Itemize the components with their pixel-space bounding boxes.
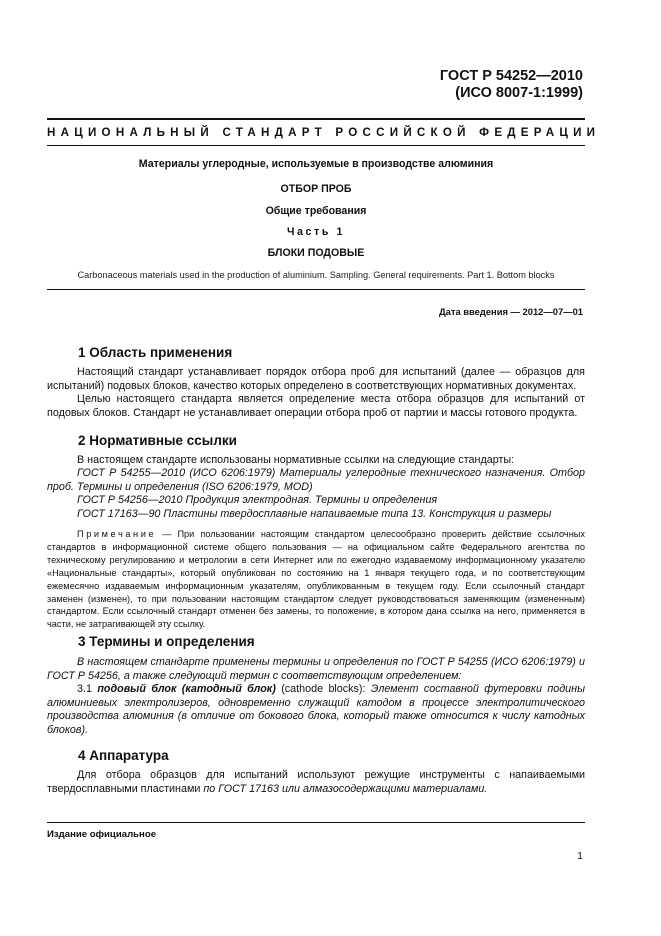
iso-number: (ИСО 8007-1:1999)	[455, 85, 583, 101]
gost-number: ГОСТ Р 54252—2010	[439, 68, 583, 84]
reference-2-text: ГОСТ Р 54256—2010 Продукция электродная. Термины и определения	[77, 494, 438, 506]
title-rule	[47, 289, 585, 290]
section-2-intro	[47, 454, 585, 468]
section-2-note	[47, 528, 585, 631]
reference-1-text: ГОСТ Р 54255—2010 (ИСО 6206:1979) Материалы углеродные технического назначения. Отбор проб. Термины и определения (ISO 6206:1979, MOD)	[47, 467, 585, 493]
title-part: Часть 1	[287, 226, 345, 238]
section-4-reference: по ГОСТ 17163 или алмазосодержащими материалами.	[203, 782, 488, 795]
section-3-heading: 3 Термины и определения	[78, 634, 255, 649]
title-sampling: ОТБОР ПРОБ	[280, 183, 352, 195]
note-text: — При пользовании настоящим стандартом целесообразно проверить действие ссылочных стандартов в информационной системе общего пользования — на официальном сайте Федерального агентства по техническому регулированию и метрологии в сети Интернет или по ежегодно издаваемому информационному указателю «Национальные стандарты», который опубликован по состоянию на 1 января текущего года, и по соответствующим ежемесячно издаваемым информационным указателям, опубликованным в текущем году. Если ссылочный стандарт заменен (изменен), то при пользовании настоящим стандартом следует руководствоваться заменяющим (измененным) стандартом. Если ссылочный стандарт отменен без замены, то положение, в котором дана ссылка на него, применяется в части, не затрагивающей эту ссылку.	[47, 529, 585, 630]
document-title: Материалы углеродные, используемые в производстве алюминия	[138, 158, 494, 170]
note-label: Примечание	[77, 529, 157, 539]
section-4-paragraph	[47, 769, 585, 796]
section-3-intro-text: В настоящем стандарте применены термины и определения по ГОСТ Р 54255 (ИСО 6206:1979) и ГОСТ Р 54256, а также следующий термин с соответствующим определением:	[47, 656, 585, 682]
section-2-heading: 2 Нормативные ссылки	[78, 433, 237, 448]
section-4-text: Для отбора образцов для испытаний используют режущие инструменты с напаиваемыми твердосплавными пластинами	[47, 769, 585, 795]
standard-code	[440, 68, 583, 102]
banner-rule	[47, 145, 585, 146]
page-number: 1	[577, 850, 583, 862]
section-1-text-2: Целью настоящего стандарта является определение места отбора образцов для испытаний от подовых блоков. Стандарт не устанавливает операции отбора проб от партии и массы готового продукта.	[47, 393, 585, 419]
term-3-1	[47, 683, 585, 737]
term-number: 3.1	[77, 683, 92, 695]
english-title: Carbonaceous materials used in the production of aluminium. Sampling. General requirements. Part 1. Bottom blocks	[77, 270, 555, 280]
section-1-paragraph-2	[47, 393, 585, 420]
term-name: подовый блок (катодный блок)	[97, 683, 276, 695]
section-1-text-1: Настоящий стандарт устанавливает порядок отбора проб для испытаний (далее — образцов для испытаний) подовых блоков, качество которых определено в соответствующих нормативных документах.	[47, 366, 585, 392]
reference-3-text: ГОСТ 17163—90 Пластины твердосплавные напаиваемые типа 13. Конструкция и размеры	[77, 508, 552, 520]
reference-3	[47, 508, 585, 522]
official-edition-label: Издание официальное	[47, 829, 157, 840]
reference-2	[47, 494, 585, 508]
national-standard-banner: НАЦИОНАЛЬНЫЙ СТАНДАРТ РОССИЙСКОЙ ФЕДЕРАЦИИ	[47, 126, 601, 139]
term-english: (cathode blocks):	[281, 683, 366, 695]
title-bottom-blocks: БЛОКИ ПОДОВЫЕ	[267, 247, 365, 259]
term-definition: Элемент составной футеровки подины алюминиевых электролизеров, одновременно служащий катодом в процессе электролитического производства алюминия (в отличие от бокового блока, который также относится к числу катодных блоков).	[47, 683, 585, 736]
footer-rule	[47, 822, 585, 823]
section-3-intro	[47, 656, 585, 683]
reference-1	[47, 467, 585, 494]
top-rule	[47, 118, 585, 120]
introduction-date: Дата введения — 2012—07—01	[438, 306, 583, 317]
section-4-heading: 4 Аппаратура	[78, 748, 169, 763]
section-2-intro-text: В настоящем стандарте использованы нормативные ссылки на следующие стандарты:	[77, 454, 515, 466]
section-1-heading: 1 Область применения	[78, 345, 233, 360]
section-1-paragraph-1	[47, 366, 585, 393]
title-general: Общие требования	[265, 205, 367, 217]
